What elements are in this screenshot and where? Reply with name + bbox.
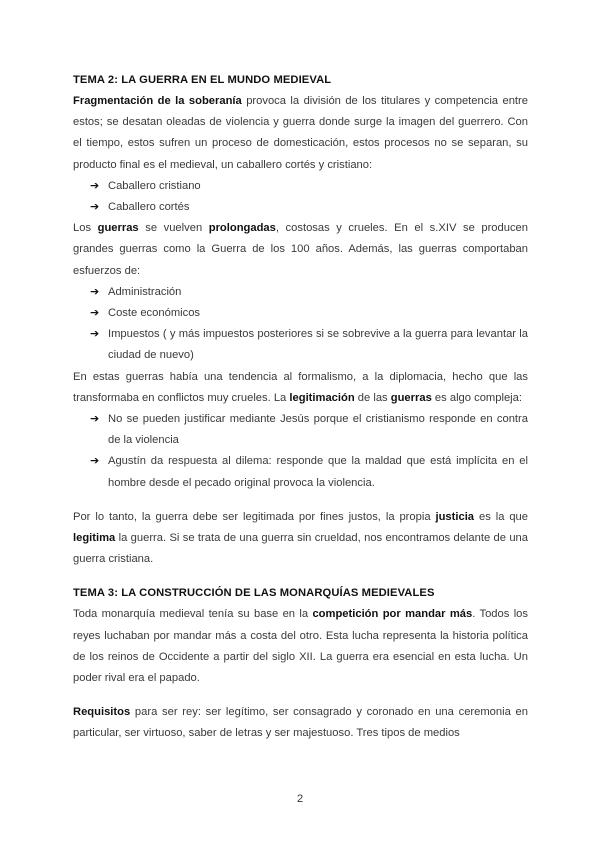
arrow-right-icon: ➔ (90, 201, 100, 214)
bold-term: Requisitos (73, 706, 131, 719)
bold-term: justicia (435, 510, 475, 523)
arrow-right-icon: ➔ (90, 285, 100, 298)
bold-term: legitima (73, 532, 116, 545)
bold-term: prolongadas (208, 222, 276, 235)
list-item: ➔ Impuestos ( y más impuestos posteriores si se sobrevive a la guerra para levantar la ciudad de nuevo) (90, 324, 528, 366)
spacer (73, 570, 528, 583)
list-item: ➔ Caballero cortés (90, 197, 528, 218)
bold-term: guerras (97, 222, 139, 235)
arrow-right-icon: ➔ (90, 179, 100, 192)
list-item: ➔ Agustín da respuesta al dilema: responde que la maldad que está implícita en el hombre desde el pecado original provoca la violencia. (90, 451, 528, 493)
arrow-right-icon: ➔ (90, 455, 100, 468)
tema2-paragraph-1: Fragmentación de la soberanía provoca la división de los titulares y competencia entre estos; se desatan oleadas de violencia y guerra donde surge la imagen del guerrero. Con el tiempo, estos sufren un proceso de domesticación, estos procesos no se separan, su producto final es el medieval, un caballero cortés y cristiano: (73, 95, 528, 171)
arrow-right-icon: ➔ (90, 413, 100, 426)
arrow-right-icon: ➔ (90, 307, 100, 320)
tema2-paragraph-2: Los guerras se vuelven prolongadas, costosas y crueles. En el s.XIV se producen grandes guerras como la Guerra de los 100 años. Además, las guerras comportaban esfuerzos de: (73, 222, 529, 277)
list-item: ➔ Caballero cristiano (90, 176, 528, 197)
bold-term: legitimación (289, 391, 355, 404)
bold-term: guerras (390, 391, 432, 404)
list-item: ➔ No se pueden justificar mediante Jesús porque el cristianismo responde en contra de la violencia (90, 409, 528, 451)
bold-term: Fragmentación de la soberanía (73, 95, 242, 107)
tema2-list-3 (73, 409, 528, 494)
page-content (73, 70, 528, 745)
tema2-list-2 (73, 282, 528, 367)
spacer (73, 494, 528, 507)
list-item: ➔ Administración (90, 282, 528, 303)
list-item: ➔ Coste económicos (90, 303, 528, 324)
bold-term: competición por mandar más (312, 608, 473, 621)
tema2-heading: TEMA 2: LA GUERRA EN EL MUNDO MEDIEVAL (73, 74, 332, 86)
tema3-heading: TEMA 3: LA CONSTRUCCIÓN DE LAS MONARQUÍAS MEDIEVALES (73, 587, 435, 600)
tema3-paragraph-2: Requisitos para ser rey: ser legítimo, ser consagrado y coronado en una ceremonia en particular, ser virtuoso, saber de letras y ser majestuoso. Tres tipos de medios (73, 706, 528, 740)
tema3-paragraph-1: Toda monarquía medieval tenía su base en la competición por mandar más. Todos los reyes luchaban por mandar más a costa del otro. Esta lucha representa la historia política de los reinos de Occidente a partir del siglo XII. La guerra era esencial en esta lucha. Un poder rival era el papado. (73, 608, 528, 685)
tema2-list-1 (73, 176, 528, 218)
tema2-paragraph-3: En estas guerras había una tendencia al formalismo, a la diplomacia, hecho que las transformaba en conflictos muy crueles. La legitimación de las guerras es algo compleja: (73, 370, 528, 404)
spacer (73, 689, 528, 702)
page-number: 2 (296, 793, 304, 805)
tema2-paragraph-4: Por lo tanto, la guerra debe ser legitimada por fines justos, la propia justicia es la que legitima la guerra. Si se trata de una guerra sin crueldad, nos encontramos delante de una guerra cristiana. (73, 510, 528, 566)
arrow-right-icon: ➔ (90, 328, 100, 341)
